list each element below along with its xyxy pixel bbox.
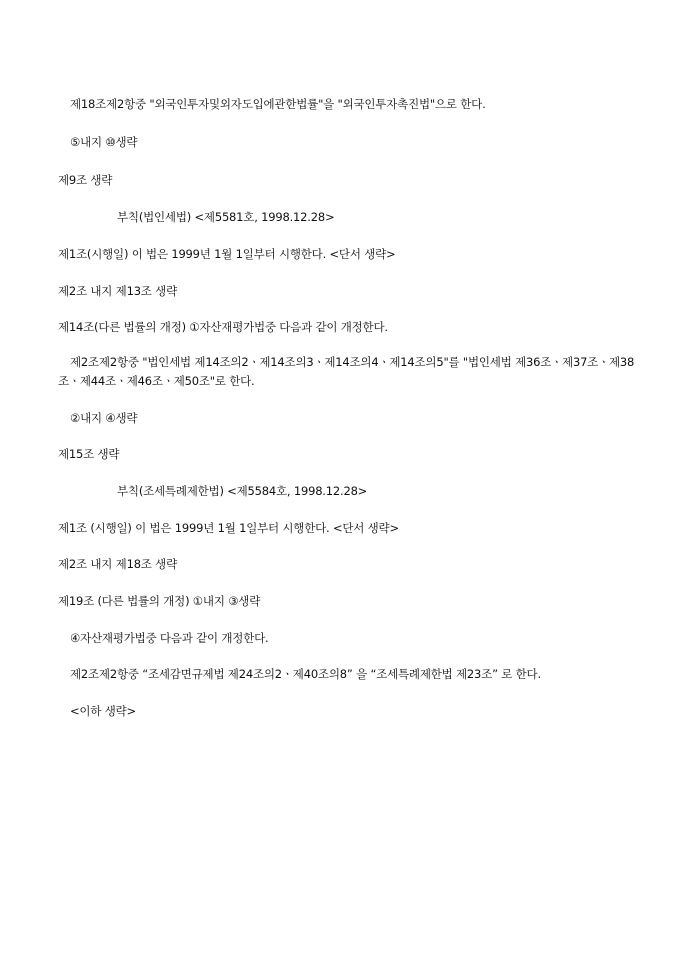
omitted-items-5-10: ⑤내지 ⑩생략 bbox=[70, 135, 138, 149]
article-1-effective-date-2: 제1조 (시행일) 이 법은 1999년 1월 1일부터 시행한다. <단서 생략> bbox=[58, 521, 399, 535]
item-4-asset-revaluation: ④자산재평가법중 다음과 같이 개정한다. bbox=[70, 631, 269, 645]
article-2-paragraph-2-amendment-2: 제2조제2항중 “조세감면규제법 제24조의2ㆍ제40조의8” 을 “조세특례제한법 제23조” 로 한다. bbox=[70, 667, 541, 681]
article-2-paragraph-2-amendment: 제2조제2항중 "법인세법 제14조의2ㆍ제14조의3ㆍ제14조의4ㆍ제14조의5"를 "법인세법 제36조ㆍ제37조ㆍ제38조ㆍ제44조ㆍ제46조ㆍ제50조"로 한다. bbox=[58, 355, 635, 388]
article-9-omitted: 제9조 생략 bbox=[58, 173, 113, 187]
article-1-effective-date: 제1조(시행일) 이 법은 1999년 1월 1일부터 시행한다. <단서 생략> bbox=[58, 247, 396, 261]
amendment-article-18-text: 제18조제2항중 "외국인투자및외자도입에관한법률"을 "외국인투자촉진법"으로 한다. bbox=[70, 97, 486, 111]
article-19-amendment: 제19조 (다른 법률의 개정) ①내지 ③생략 bbox=[58, 594, 261, 608]
rest-omitted: <이하 생략> bbox=[70, 704, 136, 718]
articles-2-18-omitted: 제2조 내지 제18조 생략 bbox=[58, 557, 177, 571]
addendum-heading-corporate-tax-act: 부칙(법인세법) <제5581호, 1998.12.28> bbox=[117, 210, 335, 224]
article-14-amendment: 제14조(다른 법률의 개정) ①자산재평가법중 다음과 같이 개정한다. bbox=[58, 320, 388, 334]
article-15-omitted: 제15조 생략 bbox=[58, 447, 120, 461]
addendum-heading-special-tax-act: 부칙(조세특례제한법) <제5584호, 1998.12.28> bbox=[117, 484, 368, 498]
omitted-items-2-4: ②내지 ④생략 bbox=[70, 411, 138, 425]
articles-2-13-omitted: 제2조 내지 제13조 생략 bbox=[58, 284, 177, 298]
